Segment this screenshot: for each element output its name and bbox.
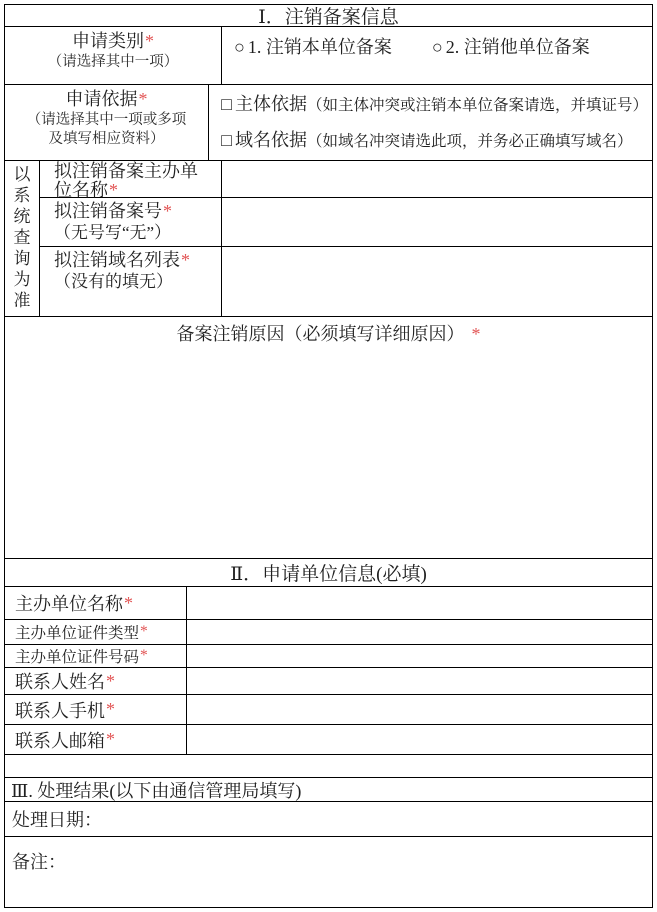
org-cert-number-row (5, 645, 652, 668)
org-name-row (5, 587, 652, 620)
org-cert-type-row (5, 620, 652, 645)
proposed-cancel-record-number-field[interactable] (222, 198, 652, 246)
checkbox-subject-basis-note: （如主体冲突或注销本单位备案请选，并填证号） (306, 97, 648, 114)
checkbox-option-subject-basis[interactable] (221, 90, 648, 116)
radio-option-cancel-other-label: 2. 注销他单位备案 (445, 37, 590, 57)
proposed-cancel-domain-list-label: 拟注销域名列表* （没有的填无） (40, 247, 222, 316)
section3-title: Ⅲ. 处理结果(以下由通信管理局填写) (11, 780, 302, 801)
org-name-field[interactable] (187, 587, 652, 619)
checkbox-icon[interactable]: □ (221, 94, 232, 114)
org-cert-number-field[interactable] (187, 645, 652, 667)
apply-basis-row (5, 85, 652, 161)
proposed-cancel-record-number-row (40, 198, 652, 247)
system-note-char: 查 (13, 228, 31, 247)
checkbox-icon[interactable]: □ (221, 130, 232, 150)
system-note-char: 系 (13, 186, 31, 205)
remark-field[interactable] (66, 848, 652, 907)
required-asterisk: * (106, 729, 115, 749)
checkbox-domain-basis-note: （如域名冲突请选此项，并务必正确填写域名） (306, 133, 633, 150)
contact-name-field[interactable] (187, 668, 652, 694)
apply-type-label-cell (5, 27, 222, 84)
apply-basis-options (209, 85, 652, 160)
radio-option-cancel-other[interactable] (432, 33, 590, 59)
remark-row (5, 837, 652, 907)
contact-email-label: 联系人邮箱 * (5, 725, 187, 754)
proposed-cancel-record-number-label: 拟注销备案号* （无号写“无”） (40, 198, 222, 246)
contact-email-row (5, 725, 652, 755)
required-asterisk: * (124, 592, 133, 613)
proposed-cancel-org-name-field[interactable] (222, 161, 652, 197)
apply-type-options (222, 27, 652, 84)
system-query-rows (40, 161, 652, 316)
process-date-label: 处理日期： (12, 810, 102, 830)
required-asterisk: * (181, 250, 190, 270)
system-note-char: 以 (13, 165, 31, 184)
proposed-cancel-org-name-row (40, 161, 652, 198)
required-asterisk: * (145, 31, 154, 51)
org-cert-type-field[interactable] (187, 620, 652, 644)
remark-label: 备注： (12, 852, 66, 872)
proposed-cancel-domain-list-row (40, 247, 652, 316)
org-cert-number-label: 主办单位证件号码 * (5, 645, 187, 667)
contact-name-label: 联系人姓名 * (5, 668, 187, 694)
cancellation-reason-row (5, 317, 652, 559)
section3-header (5, 778, 652, 802)
apply-type-label: 申请类别* (72, 31, 154, 51)
apply-basis-label: 申请依据* (65, 89, 148, 109)
system-note-char: 为 (13, 270, 31, 289)
apply-basis-hint-line1: （请选择其中一项或多项 (26, 112, 187, 128)
contact-mobile-field[interactable] (187, 695, 652, 724)
checkbox-domain-basis-label: 域名依据 (234, 130, 307, 150)
required-asterisk: * (138, 89, 148, 109)
cancellation-reason-input-area[interactable] (5, 346, 652, 558)
required-asterisk: * (471, 324, 481, 344)
process-date-field[interactable] (102, 802, 652, 836)
org-cert-type-label: 主办单位证件类型 * (5, 620, 187, 644)
radio-option-cancel-own[interactable] (234, 33, 392, 59)
section2-header (5, 559, 652, 587)
spacer-row (5, 755, 652, 778)
contact-email-field[interactable] (187, 725, 652, 754)
proposed-cancel-domain-list-field[interactable] (222, 247, 652, 316)
contact-mobile-label: 联系人手机 * (5, 695, 187, 724)
apply-type-hint: （请选择其中一项） (47, 54, 179, 70)
radio-icon[interactable]: ○ (234, 37, 245, 57)
system-note-column (5, 161, 40, 316)
system-note-char: 统 (13, 207, 31, 226)
radio-option-cancel-own-label: 1. 注销本单位备案 (247, 37, 392, 57)
record-number-hint: （无号写“无”） (54, 223, 172, 242)
required-asterisk: * (106, 699, 115, 719)
system-note-char: 准 (13, 291, 31, 310)
contact-mobile-row (5, 695, 652, 725)
checkbox-subject-basis-label: 主体依据 (234, 94, 307, 114)
checkbox-option-domain-basis[interactable] (221, 126, 648, 152)
radio-icon[interactable]: ○ (431, 37, 443, 57)
required-asterisk: * (140, 623, 148, 640)
section1-header (5, 5, 652, 27)
required-asterisk: * (163, 201, 172, 221)
org-name-label: 主办单位名称 * (5, 587, 187, 619)
system-query-group (5, 161, 652, 317)
required-asterisk: * (106, 670, 115, 691)
section2-title: Ⅱ．申请单位信息(必填) (230, 564, 427, 585)
required-asterisk: * (109, 180, 118, 200)
apply-type-row (5, 27, 652, 85)
apply-basis-hint-line2: 及填写相应资料） (48, 131, 165, 147)
proposed-cancel-org-name-label: 拟注销备案主办单位名称* (40, 161, 222, 197)
cancellation-reason-title: 备案注销原因（必须填写详细原因） * (176, 324, 481, 344)
section1-title: Ⅰ．注销备案信息 (258, 7, 399, 28)
cancellation-form-table (4, 4, 653, 908)
system-note-char: 询 (13, 249, 31, 268)
process-date-row (5, 802, 652, 837)
domain-list-hint: （没有的填无） (54, 272, 173, 291)
required-asterisk: * (140, 647, 148, 664)
contact-name-row (5, 668, 652, 695)
apply-basis-label-cell (5, 85, 209, 160)
